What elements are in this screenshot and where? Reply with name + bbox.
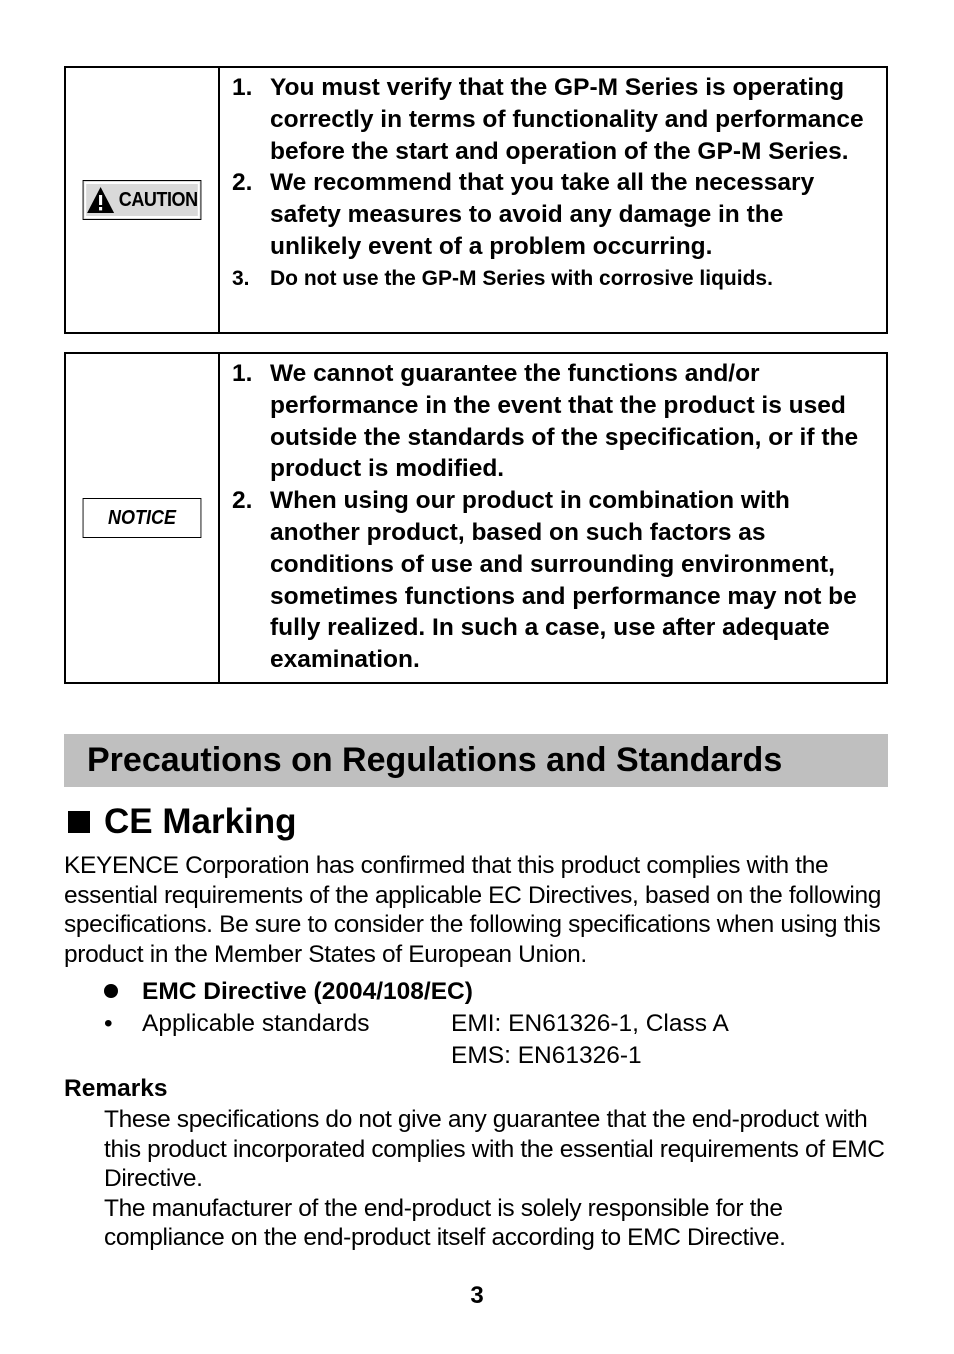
remarks-body [104, 1105, 894, 1253]
item-text: We recommend that you take all the necessary safety measures to avoid any damage in the unlikely event of a problem occurring. [270, 169, 815, 260]
square-bullet-icon [68, 811, 90, 833]
notice-list [232, 358, 876, 676]
item-number: 2. [232, 487, 253, 515]
caution-item [232, 263, 876, 295]
item-number: 2. [232, 169, 253, 197]
ems-standard: EMS: EN61326-1 [451, 1042, 642, 1069]
applicable-standards-row [104, 1008, 369, 1040]
caution-badge [83, 180, 202, 220]
ce-marking-heading [64, 800, 297, 844]
emc-directive-title [104, 976, 473, 1008]
item-text: You must verify that the GP-M Series is operating correctly in terms of functionality and performance before the start and operation of the GP-M Series. [270, 74, 864, 165]
item-number: 3. [232, 266, 250, 290]
item-text: We cannot guarantee the functions and/or performance in the event that the product is used outside the standards of the specification, or if the product is modified. [270, 360, 859, 483]
emc-directive-text: EMC Directive (2004/108/EC) [142, 978, 473, 1005]
caution-badge-label: CAUTION [118, 188, 198, 211]
remarks-title: Remarks [64, 1075, 168, 1102]
caution-label-cell [66, 68, 220, 332]
caution-list [232, 72, 876, 295]
page-number: 3 [470, 1282, 484, 1309]
item-number: 1. [232, 360, 253, 387]
caution-box [64, 66, 888, 334]
remarks-paragraph-2: The manufacturer of the end-product is solely responsible for the compliance on the end-product itself according to EMC Directive. [104, 1194, 786, 1252]
notice-content [220, 354, 886, 682]
caution-item [232, 167, 876, 262]
caution-content [220, 68, 886, 332]
notice-box [64, 352, 888, 684]
remarks-paragraph-1: These specifications do not give any guarantee that the end-product with this product incorporated complies with the essential requirements of EMC Directive. [104, 1106, 885, 1193]
warning-triangle-icon [86, 186, 115, 214]
section-header-bar [64, 734, 888, 787]
item-number: 1. [232, 74, 253, 101]
item-text: Do not use the GP-M Series with corrosive liquids. [270, 266, 773, 290]
notice-label-cell [66, 354, 220, 682]
item-text: When using our product in combination with another product, based on such factors as conditions of use and surrounding environment, sometimes functions and performance may not be fully realized. In such a case, use after adequate examination. [270, 487, 857, 674]
ce-marking-heading-text: CE Marking [104, 802, 297, 841]
notice-item [232, 358, 876, 485]
applicable-standards-label: Applicable standards [142, 1010, 370, 1037]
filled-circle-bullet-icon [104, 984, 118, 998]
caution-item [232, 72, 876, 167]
emi-standard: EMI: EN61326-1, Class A [451, 1010, 729, 1037]
notice-badge [83, 498, 202, 538]
bullet-icon: • [104, 1010, 113, 1037]
notice-item [232, 485, 876, 676]
notice-badge-label: NOTICE [107, 506, 177, 529]
section-title: Precautions on Regulations and Standards [87, 741, 783, 779]
ce-intro-paragraph: KEYENCE Corporation has confirmed that this product complies with the essential requirements of the applicable EC Directives, based on the following specifications. Be sure to consider the following specifications when using this product in the Member States of European Union. [64, 852, 882, 968]
